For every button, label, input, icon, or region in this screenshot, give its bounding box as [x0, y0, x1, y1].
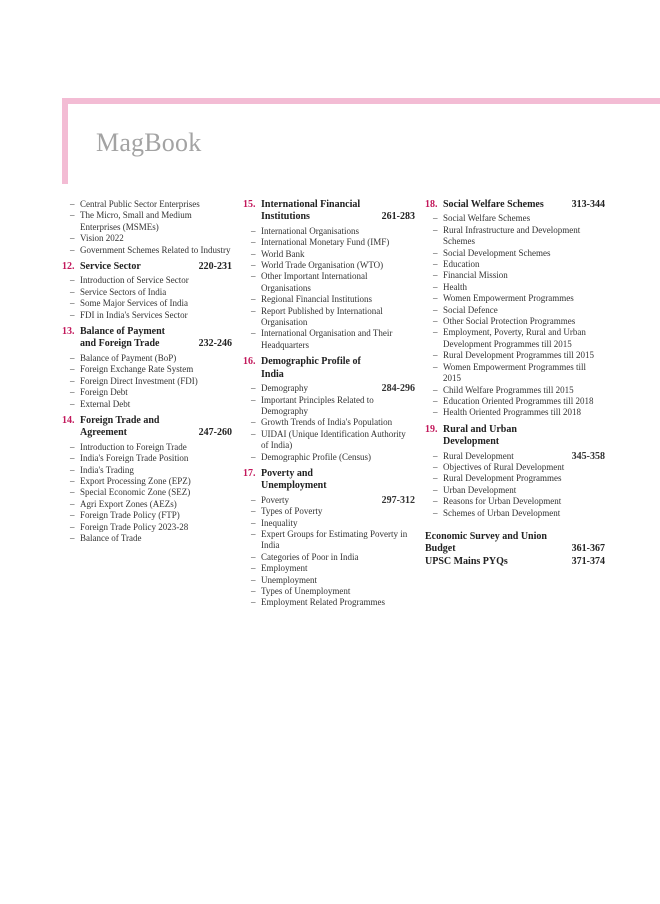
toc-item[interactable]: – International Monetary Fund (IMF)	[243, 237, 415, 248]
toc-item[interactable]: – Foreign Trade Policy 2023-28	[62, 522, 232, 533]
toc-item[interactable]: – Report Published by International Organisation	[243, 306, 415, 329]
toc-item[interactable]: – Important Principles Related to Demography	[243, 395, 415, 418]
extra-title: Economic Survey and Union Budget	[425, 530, 547, 555]
toc-item[interactable]: – Financial Mission	[425, 270, 605, 281]
section-number: 14.	[62, 414, 75, 426]
toc-item[interactable]: – International Organisations	[243, 226, 415, 237]
toc-item[interactable]: – Government Schemes Related to Industry	[62, 245, 232, 256]
toc-item[interactable]: – Balance of Trade	[62, 533, 232, 544]
toc-item[interactable]: – Child Welfare Programmes till 2015	[425, 385, 605, 396]
toc-item[interactable]: – Reasons for Urban Development	[425, 496, 605, 507]
toc-item[interactable]: – Unemployment	[243, 575, 415, 586]
toc-item[interactable]: – External Debt	[62, 399, 232, 410]
section-number: 16.	[243, 356, 256, 368]
section-14	[62, 415, 232, 544]
toc-item[interactable]: – UIDAI (Unique Identification Authority of India)	[243, 429, 415, 452]
section-items	[243, 383, 415, 463]
toc-item[interactable]: – Balance of Payment (BoP)	[62, 353, 232, 364]
section-number: 15.	[243, 199, 256, 210]
toc-item[interactable]: – Demographic Profile (Census)	[243, 452, 415, 463]
extra-entry-budget[interactable]	[425, 531, 605, 556]
section-16	[243, 356, 415, 463]
section-19	[425, 424, 605, 519]
section-items	[62, 442, 232, 545]
toc-item[interactable]: – Women Empowerment Programmes till 2015	[425, 362, 605, 385]
toc-item[interactable]: – Foreign Exchange Rate System	[62, 364, 232, 375]
header-band	[62, 98, 660, 104]
toc-item[interactable]: – The Micro, Small and Medium Enterprises (MSMEs)	[62, 210, 232, 233]
section-number: 17.	[243, 467, 256, 479]
section-17	[243, 468, 415, 609]
toc-item[interactable]: – Inequality	[243, 518, 415, 529]
toc-item[interactable]: – Service Sectors of India	[62, 287, 232, 298]
section-heading[interactable]	[243, 199, 415, 224]
toc-item[interactable]: – Health Oriented Programmes till 2018	[425, 407, 605, 418]
toc-column-2	[243, 199, 415, 609]
section-items	[62, 353, 232, 410]
toc-item[interactable]: – Rural Development Programmes till 2015	[425, 350, 605, 361]
toc-item[interactable]: – Introduction of Service Sector	[62, 275, 232, 286]
toc-item[interactable]: – Expert Groups for Estimating Poverty in India	[243, 529, 415, 552]
toc-item[interactable]: – Urban Development	[425, 485, 605, 496]
section-title: Demographic Profile of India	[261, 356, 361, 380]
toc-item[interactable]: – Some Major Services of India	[62, 298, 232, 309]
toc-item[interactable]: – Categories of Poor in India	[243, 552, 415, 563]
toc-item[interactable]: – India's Trading	[62, 465, 232, 476]
section-pages: 345-358	[571, 450, 605, 462]
toc-item[interactable]	[425, 451, 605, 462]
toc-item[interactable]: – Introduction to Foreign Trade	[62, 442, 232, 453]
section-heading[interactable]	[62, 415, 232, 440]
section-pages: 220-231	[198, 261, 232, 273]
intro-list	[62, 199, 232, 256]
toc-item[interactable]: – Social Defence	[425, 305, 605, 316]
extra-pages: 361-367	[571, 543, 605, 555]
section-15	[243, 199, 415, 351]
toc-item[interactable]: – Schemes of Urban Development	[425, 508, 605, 519]
section-title: International Financial Institutions	[261, 199, 361, 223]
toc-item[interactable]: – Types of Poverty	[243, 506, 415, 517]
toc-item[interactable]: – Central Public Sector Enterprises	[62, 199, 232, 210]
section-pages: 261-283	[381, 211, 415, 223]
toc-item[interactable]: – Export Processing Zone (EPZ)	[62, 476, 232, 487]
toc-item[interactable]: – Foreign Debt	[62, 387, 232, 398]
toc-item[interactable]: – International Organisation and Their Headquarters	[243, 328, 415, 351]
section-13	[62, 326, 232, 410]
toc-item[interactable]: – Health	[425, 282, 605, 293]
toc-item[interactable]: – Vision 2022	[62, 233, 232, 244]
extra-sections	[425, 531, 605, 568]
toc-item[interactable]: – Agri Export Zones (AEZs)	[62, 499, 232, 510]
section-number: 19.	[425, 423, 438, 435]
section-title: Service Sector	[80, 261, 141, 273]
extra-pages: 371-374	[571, 555, 605, 567]
section-18	[425, 199, 605, 419]
section-pages: 232-246	[198, 338, 232, 350]
toc-item[interactable]: – Education Oriented Programmes till 2018	[425, 396, 605, 407]
toc-item[interactable]: – India's Foreign Trade Position	[62, 453, 232, 464]
toc-item[interactable]: – Growth Trends of India's Population	[243, 417, 415, 428]
extra-entry-pyqs[interactable]	[425, 556, 605, 568]
section-number: 18.	[425, 199, 438, 210]
section-heading[interactable]	[425, 424, 605, 449]
toc-item[interactable]: – Social Development Schemes	[425, 248, 605, 259]
toc-item[interactable]: – Employment Related Programmes	[243, 597, 415, 608]
toc-item[interactable]: – Employment, Poverty, Rural and Urban Development Programmes till 2015	[425, 327, 605, 350]
section-heading[interactable]	[243, 468, 415, 493]
section-heading[interactable]	[243, 356, 415, 381]
section-items	[425, 451, 605, 519]
toc-item-label: Poverty	[261, 494, 289, 505]
toc-item-label: Rural Development	[443, 450, 514, 461]
section-number: 13.	[62, 326, 75, 338]
toc-item[interactable]: – Objectives of Rural Development	[425, 462, 605, 473]
toc-item[interactable]: – Types of Unemployment	[243, 586, 415, 597]
section-items	[243, 226, 415, 351]
toc-item[interactable]: – Rural Infrastructure and Development Schemes	[425, 225, 605, 248]
section-items	[62, 275, 232, 321]
section-items	[243, 495, 415, 609]
toc-item[interactable]: – Foreign Trade Policy (FTP)	[62, 510, 232, 521]
section-title: Poverty and Unemployment	[261, 467, 327, 492]
toc-item[interactable]: – Other Social Protection Programmes	[425, 316, 605, 327]
toc-item[interactable]: – World Trade Organisation (WTO)	[243, 260, 415, 271]
toc-column-1	[62, 199, 232, 544]
section-items	[425, 213, 605, 418]
section-pages: 297-312	[381, 494, 415, 506]
toc-item[interactable]	[243, 495, 415, 506]
section-12	[62, 261, 232, 321]
brand-title: MagBook	[96, 128, 202, 157]
section-heading[interactable]	[425, 199, 605, 211]
section-pages: 284-296	[381, 383, 415, 395]
toc-item[interactable]: – Regional Financial Institutions	[243, 294, 415, 305]
toc-item[interactable]	[243, 383, 415, 394]
header-band-side	[62, 98, 68, 184]
toc-item[interactable]: – Employment	[243, 563, 415, 574]
section-title: Rural and Urban Development	[443, 423, 517, 448]
section-pages: 313-344	[571, 199, 605, 210]
extra-title: UPSC Mains PYQs	[425, 555, 508, 567]
section-title: Foreign Trade and Agreement	[80, 414, 160, 439]
toc-item-label: Demography	[261, 383, 308, 394]
section-title: Social Welfare Schemes	[443, 199, 544, 210]
section-heading[interactable]	[62, 261, 232, 273]
toc-item[interactable]: – Social Welfare Schemes	[425, 213, 605, 224]
toc-item[interactable]: – Rural Development Programmes	[425, 473, 605, 484]
section-heading[interactable]	[62, 326, 232, 351]
section-pages: 247-260	[198, 427, 232, 439]
toc-item[interactable]: – Special Economic Zone (SEZ)	[62, 487, 232, 498]
toc-item[interactable]: – Foreign Direct Investment (FDI)	[62, 376, 232, 387]
toc-item[interactable]: – Other Important International Organisations	[243, 271, 415, 294]
toc-item[interactable]: – FDI in India's Services Sector	[62, 310, 232, 321]
toc-item[interactable]: – Women Empowerment Programmes	[425, 293, 605, 304]
section-title: Balance of Payment and Foreign Trade	[80, 326, 165, 350]
section-number: 12.	[62, 261, 75, 273]
toc-item[interactable]: – Education	[425, 259, 605, 270]
toc-column-3	[425, 199, 605, 568]
toc-item[interactable]: – World Bank	[243, 249, 415, 260]
